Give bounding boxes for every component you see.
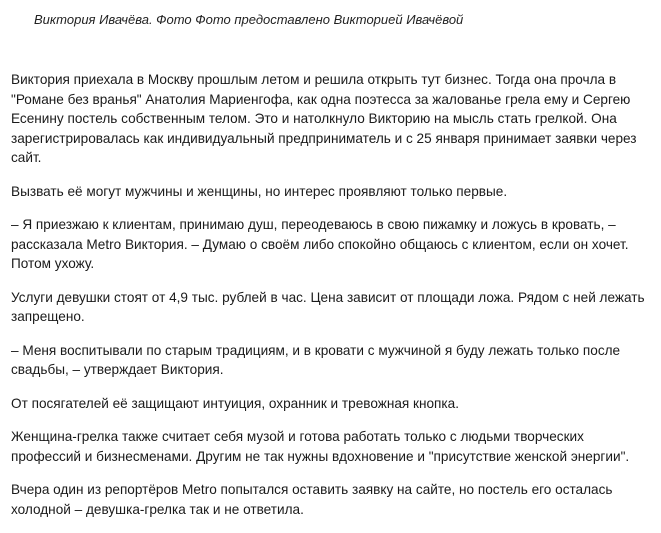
paragraph: От посягателей её защищают интуиция, охранник и тревожная кнопка. <box>11 395 460 411</box>
photo-caption: Виктория Ивачёва. Фото Фото предоставлено Викторией Ивачёвой <box>34 12 464 27</box>
paragraph: Вчера один из репортёров Metro попытался оставить заявку на сайте, но постель его осталась холодной – девушка-грелка так и не ответила. <box>11 482 613 517</box>
paragraph: Виктория приехала в Москву прошлым летом и решила открыть тут бизнес. Тогда она прочла в "Романе без вранья" Анатолия Мариенгофа, как одна поэтесса за жалованье грела ему и Сергею Есенину постель собственным телом. Это и натолкнуло Викторию на мысль стать грелкой. Она зарегистрировалась как индивидуальный предприниматель и с 25 января принимает заявки через сайт. <box>11 72 637 165</box>
paragraph: Женщина-грелка также считает себя музой и готова работать только с людьми творческих профессий и бизнесменами. Другим не так нужны вдохновение и "присутствие женской энергии". <box>11 429 630 464</box>
paragraph: – Меня воспитывали по старым традициям, и в кровати с мужчиной я буду лежать только после свадьбы, – утверждает Виктория. <box>11 342 621 377</box>
paragraph: Услуги девушки стоят от 4,9 тыс. рублей в час. Цена зависит от площади ложа. Рядом с ней лежать запрещено. <box>11 289 645 324</box>
paragraph: – Я приезжаю к клиентам, принимаю душ, переодеваюсь в свою пижамку и ложусь в кровать, – рассказала Metro Виктория. – Думаю о своём либо спокойно общаюсь с клиентом, если он хочет. Потом ухожу. <box>11 217 629 271</box>
paragraph: Вызвать её могут мужчины и женщины, но интерес проявляют только первые. <box>11 183 508 199</box>
article-body <box>11 70 653 533</box>
